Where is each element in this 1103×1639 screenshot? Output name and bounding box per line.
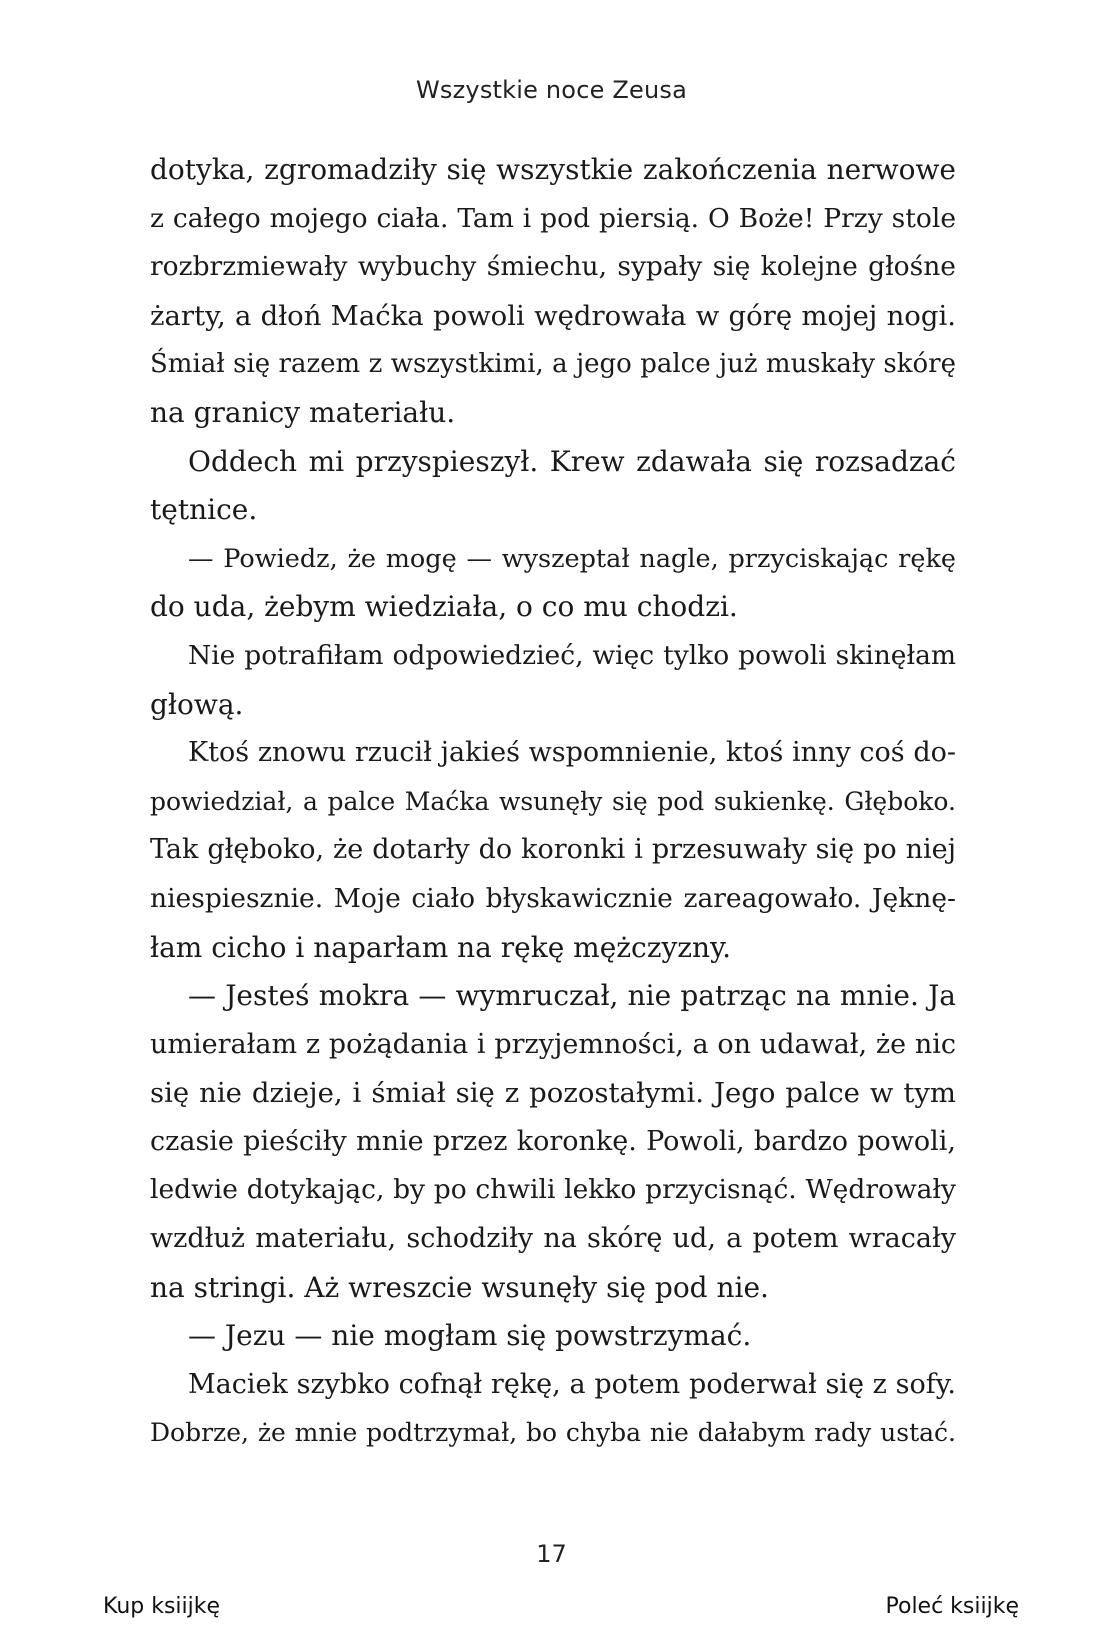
text-line: żarty, a dłoń Maćka powoli wędrowała w górę mojej nogi. [150,299,956,332]
text-line: się nie dzieje, i śmiał się z pozostałymi. Jego palce w tym [150,1077,956,1110]
text-line: głową. [150,687,244,721]
text-line: Śmiał się razem z wszystkimi, a jego palce już muskały skórę [150,349,956,380]
text-line: z całego mojego ciała. Tam i pod piersią. O Boże! Przy stole [150,202,956,234]
body-text [150,146,956,1458]
page-number: 17 [536,1540,567,1568]
running-header-title: Wszystkie noce Zeusa [415,76,688,104]
text-line: Maciek szybko cofnął rękę, a potem poderwał się z sofy. [188,1368,956,1400]
text-line: Oddech mi przyspieszył. Krew zdawała się rozsadzać [188,444,956,478]
text-line: — Powiedz, że mogę — wyszeptał nagle, przyciskając rękę [188,543,956,574]
text-line: rozbrzmiewały wybuchy śmiechu, sypały się kolejne głośne [150,251,956,283]
text-line: na stringi. Aż wreszcie wsunęły się pod nie. [150,1270,769,1304]
text-line: — Jesteś mokra — wymruczał, nie patrząc na mnie. Ja [188,979,956,1013]
text-line: dotyka, zgromadziły się wszystkie zakończenia nerwowe [150,153,956,186]
buy-book-link[interactable]: Kup ksiĳkę [103,1594,221,1619]
text-line: wzdłuż materiału, schodziły na skórę ud, a potem wracały [150,1223,956,1255]
text-line: Ktoś znowu rzucił jakieś wspomnienie, ktoś inny coś do- [188,737,956,769]
text-line: ledwie dotykając, by po chwili lekko przycisnąć. Wędrowały [150,1174,956,1206]
text-line: powiedział, a palce Maćka wsunęły się pod sukienkę. Głęboko. [150,786,956,816]
text-line: Dobrze, że mnie podtrzymał, bo chyba nie dałabym rady ustać. [150,1418,956,1448]
text-line: na granicy materiału. [150,395,456,429]
text-line: tętnice. [150,493,258,527]
text-line: łam cicho i naparłam na rękę mężczyzny. [150,930,732,964]
text-line: — Jezu — nie mogłam się powstrzymać. [188,1319,752,1353]
text-line: do uda, żebym wiedziała, o co mu chodzi. [150,590,738,624]
text-line: Tak głęboko, że dotarły do koronki i przesuwały się po niej [150,834,956,866]
text-line: czasie pieściły mnie przez koronkę. Powoli, bardzo powoli, [150,1125,956,1157]
text-line: niespiesznie. Moje ciało błyskawicznie zareagowało. Jęknę- [150,882,956,914]
text-line: Nie potrafiłam odpowiedzieć, więc tylko powoli skinęłam [188,639,956,671]
text-line: umierałam z pożądania i przyjemności, a on udawał, że nic [150,1028,956,1060]
recommend-book-link[interactable]: Poleć ksiĳkę [885,1594,1019,1619]
